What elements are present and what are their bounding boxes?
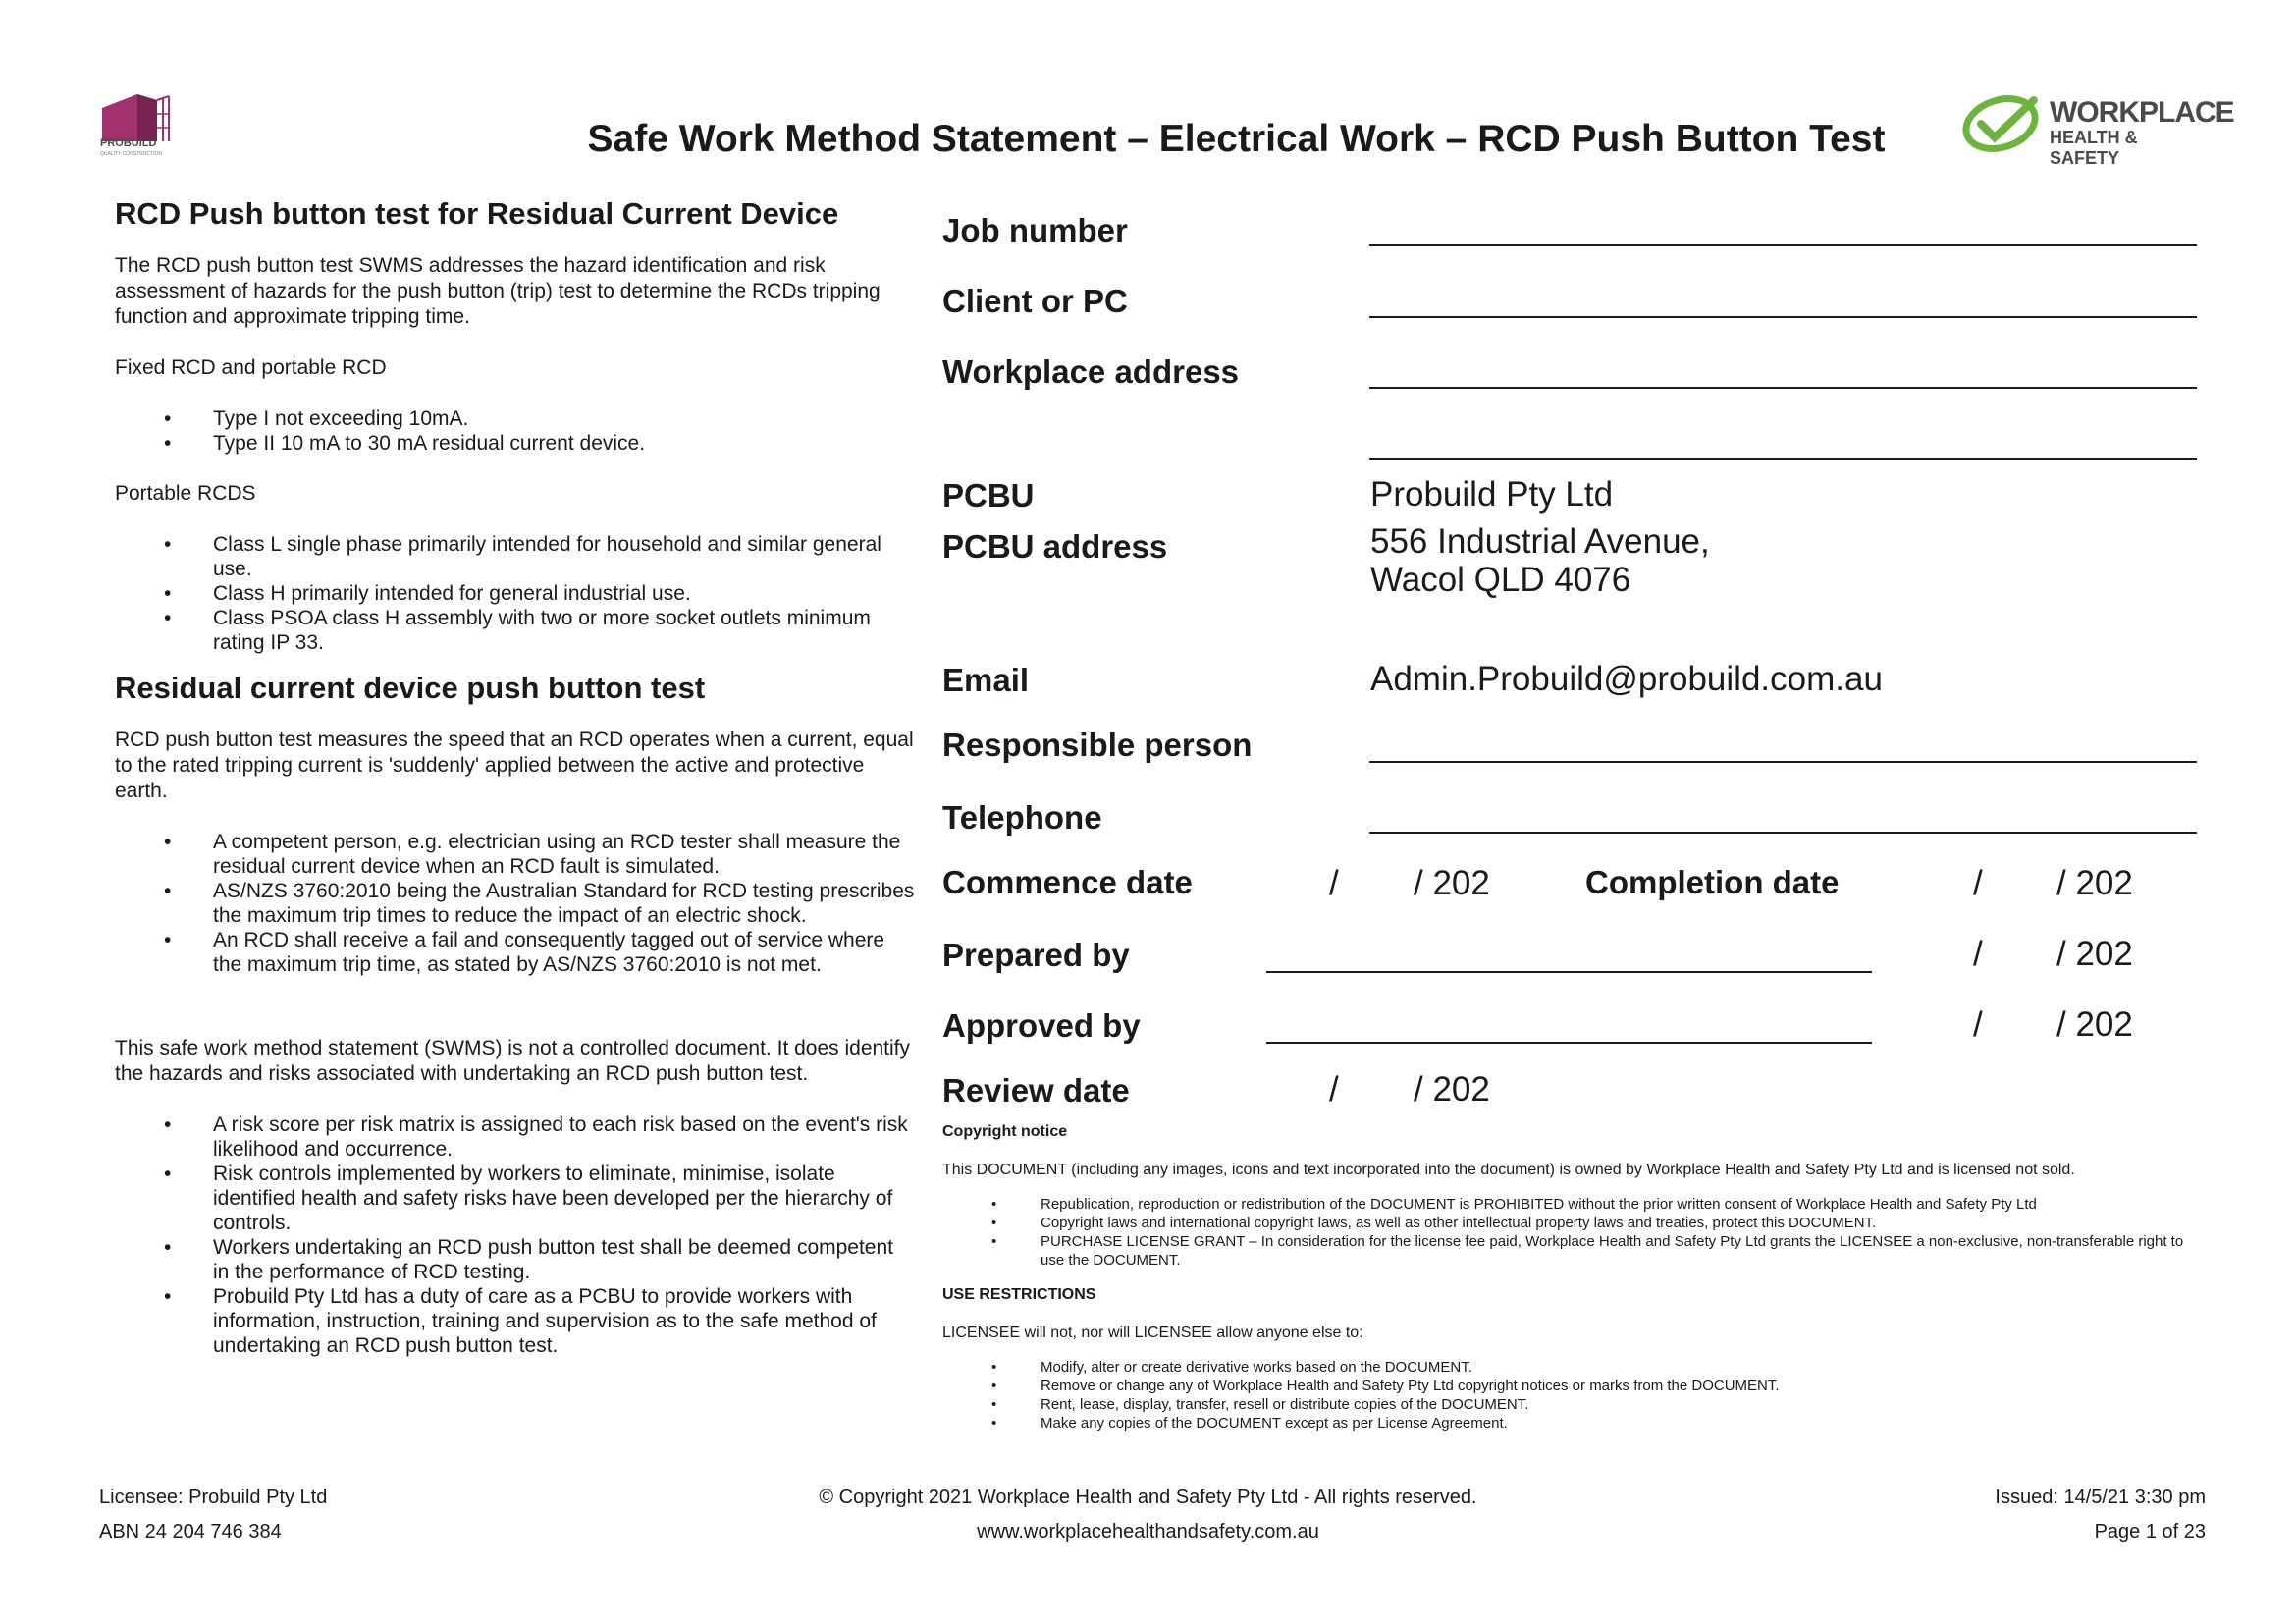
copyright-notice xyxy=(942,1122,2189,1433)
email-label: Email xyxy=(942,662,1030,698)
pcbu-address-line1: 556 Industrial Avenue, xyxy=(1370,522,1710,561)
workplace-address-field[interactable] xyxy=(1369,387,2197,389)
list-item: • PURCHASE LICENSE GRANT – In consideration for the license fee paid, Workplace Health and Safety Pty Ltd grants the LICENSEE a non-exclusive, non-transferable right to use the DOCUMENT. xyxy=(942,1232,2189,1270)
responsible-person-label: Responsible person xyxy=(942,727,1253,763)
prepared-by-slash: / xyxy=(1973,935,1983,973)
portable-rcd-label: Portable RCDS xyxy=(115,482,256,505)
list-item: • Rent, lease, display, transfer, resell or distribute copies of the DOCUMENT. xyxy=(942,1395,2189,1414)
pcbu-label: PCBU xyxy=(942,477,1035,514)
fixed-rcd-list xyxy=(115,406,915,456)
section-heading-rcd: RCD Push button test for Residual Current Device xyxy=(115,196,839,231)
telephone-field[interactable] xyxy=(1369,832,2197,834)
job-number-field[interactable] xyxy=(1369,244,2197,246)
list-item: • A risk score per risk matrix is assigned to each risk based on the event's risk likelihood and occurrence. xyxy=(115,1112,915,1162)
footer-website[interactable]: www.workplacehealthandsafety.com.au xyxy=(977,1521,1319,1543)
job-number-label: Job number xyxy=(942,212,1128,248)
client-field[interactable] xyxy=(1369,316,2197,318)
list-item: • Class PSOA class H assembly with two or more socket outlets minimum rating IP 33. xyxy=(115,606,915,655)
fixed-rcd-label: Fixed RCD and portable RCD xyxy=(115,356,387,379)
workplace-address-label: Workplace address xyxy=(942,353,1240,390)
copyright-intro: This DOCUMENT (including any images, icons and text incorporated into the document) is owned by Workplace Health and Safety Pty Ltd and is licensed not sold. xyxy=(942,1162,2075,1178)
intro-paragraph: The RCD push button test SWMS addresses the hazard identification and risk assessment of hazards for the push button (trip) test to determine the RCDs tripping function and approximate tripping time. xyxy=(115,254,881,328)
completion-date-label: Completion date xyxy=(1585,864,1840,900)
approved-by-label: Approved by xyxy=(942,1007,1141,1044)
test-description: RCD push button test measures the speed that an RCD operates when a current, equal to the rated tripping current is 'suddenly' applied between the active and protective earth. xyxy=(115,729,914,802)
review-date-slash: / xyxy=(1329,1070,1339,1109)
footer-abn: ABN 24 204 746 384 xyxy=(99,1521,282,1543)
list-item: • Class L single phase primarily intended for household and similar general use. xyxy=(115,532,915,581)
prepared-by-field[interactable] xyxy=(1266,971,1872,973)
section-heading-push-test: Residual current device push button test xyxy=(115,671,706,705)
list-item: • An RCD shall receive a fail and consequently tagged out of service where the maximum trip time, as stated by AS/NZS 3760:2010 is not met. xyxy=(115,928,915,977)
whs-logo-line2: HEALTH & SAFETY xyxy=(2050,128,2138,168)
workplace-address-field-2[interactable] xyxy=(1369,458,2197,460)
list-item: • A competent person, e.g. electrician using an RCD tester shall measure the residual current device when an RCD fault is simulated. xyxy=(115,830,915,879)
pcbu-address-label: PCBU address xyxy=(942,528,1168,565)
responsible-person-field[interactable] xyxy=(1369,761,2197,763)
use-restrictions-heading: USE RESTRICTIONS xyxy=(942,1286,1096,1303)
whs-logo xyxy=(1959,90,2234,168)
left-column xyxy=(115,196,915,1358)
probuild-logo-tagline: QUALITY CONSTRUCTION xyxy=(100,151,162,157)
telephone-label: Telephone xyxy=(942,799,1102,836)
use-restrictions-list xyxy=(942,1358,2189,1433)
portable-rcd-list xyxy=(115,532,915,655)
commence-date-label: Commence date xyxy=(942,864,1193,900)
workplace-health-safety-logo-icon xyxy=(1959,90,2050,155)
pcbu-value: Probuild Pty Ltd xyxy=(1370,475,1614,514)
list-item: • Class H primarily intended for general industrial use. xyxy=(115,581,915,606)
test-list xyxy=(115,830,915,977)
client-label: Client or PC xyxy=(942,283,1128,319)
commence-date-year[interactable]: / 202 xyxy=(1414,864,1490,902)
approved-by-slash: / xyxy=(1973,1005,1983,1044)
footer-issued: Issued: 14/5/21 3:30 pm xyxy=(1995,1487,2206,1508)
completion-date-year[interactable]: / 202 xyxy=(2056,864,2133,902)
review-date-year[interactable]: / 202 xyxy=(1414,1070,1490,1109)
copyright-heading: Copyright notice xyxy=(942,1123,1068,1140)
approved-by-field[interactable] xyxy=(1266,1042,1872,1044)
footer-page-number: Page 1 of 23 xyxy=(2094,1521,2206,1543)
swms-list xyxy=(115,1112,915,1358)
list-item: • Risk controls implemented by workers to eliminate, minimise, isolate identified health and safety risks have been developed per the hierarchy of controls. xyxy=(115,1162,915,1235)
review-date-label: Review date xyxy=(942,1072,1130,1109)
pcbu-address-line2: Wacol QLD 4076 xyxy=(1370,561,1631,599)
list-item: • Make any copies of the DOCUMENT except as per License Agreement. xyxy=(942,1414,2189,1433)
list-item: • Copyright laws and international copyright laws, as well as other intellectual property laws and treaties, protect this DOCUMENT. xyxy=(942,1214,2189,1232)
approved-by-year[interactable]: / 202 xyxy=(2056,1005,2133,1044)
probuild-logo-text: PROBUILD xyxy=(100,137,157,149)
footer-licensee: Licensee: Probuild Pty Ltd xyxy=(99,1487,328,1508)
list-item: • Workers undertaking an RCD push button test shall be deemed competent in the performance of RCD testing. xyxy=(115,1235,915,1284)
list-item: • Remove or change any of Workplace Health and Safety Pty Ltd copyright notices or marks from the DOCUMENT. xyxy=(942,1377,2189,1395)
swms-description: This safe work method statement (SWMS) is not a controlled document. It does identify the hazards and risks associated with undertaking an RCD push button test. xyxy=(115,1037,911,1085)
list-item: • Modify, alter or create derivative works based on the DOCUMENT. xyxy=(942,1358,2189,1377)
list-item: • Republication, reproduction or redistribution of the DOCUMENT is PROHIBITED without the prior written consent of Workplace Health and Safety Pty Ltd xyxy=(942,1195,2189,1214)
completion-date-slash: / xyxy=(1973,864,1983,902)
email-value: Admin.Probuild@probuild.com.au xyxy=(1370,660,1883,698)
list-item: • Probuild Pty Ltd has a duty of care as a PCBU to provide workers with information, instruction, training and supervision as to the safe method of undertaking an RCD push button test. xyxy=(115,1284,915,1358)
commence-date-slash: / xyxy=(1329,864,1339,902)
prepared-by-label: Prepared by xyxy=(942,937,1130,973)
list-item: • AS/NZS 3760:2010 being the Australian Standard for RCD testing prescribes the maximum trip times to reduce the impact of an electric shock. xyxy=(115,879,915,928)
footer-copyright: © Copyright 2021 Workplace Health and Safety Pty Ltd - All rights reserved. xyxy=(819,1487,1477,1508)
whs-logo-line1: WORKPLACE xyxy=(2050,96,2234,129)
prepared-by-year[interactable]: / 202 xyxy=(2056,935,2133,973)
use-restrictions-intro: LICENSEE will not, nor will LICENSEE allow anyone else to: xyxy=(942,1325,1363,1341)
list-item: • Type I not exceeding 10mA. xyxy=(115,406,915,431)
list-item: • Type II 10 mA to 30 mA residual current device. xyxy=(115,431,915,456)
page-title: Safe Work Method Statement – Electrical Work – RCD Push Button Test xyxy=(587,118,1886,160)
copyright-list xyxy=(942,1195,2189,1270)
